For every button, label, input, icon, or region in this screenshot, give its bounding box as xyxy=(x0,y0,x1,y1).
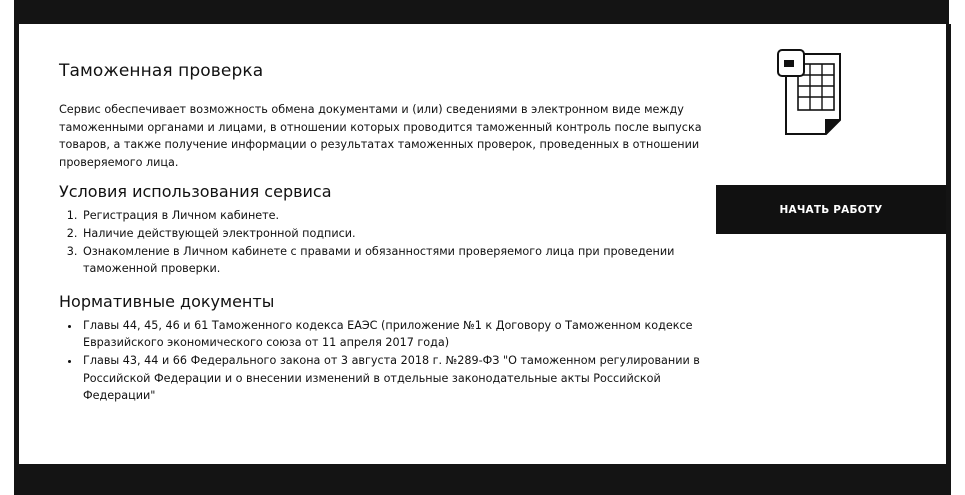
list-item: • Главы 44, 45, 46 и 61 Таможенного кодекса ЕАЭС (приложение №1 к Договору о Таможенном кодексе Евразийского экономического союза от 11 апреля 2017 года) xyxy=(81,317,709,352)
regulations-list xyxy=(59,317,709,405)
list-item: 2. Наличие действующей электронной подписи. xyxy=(81,225,709,243)
list-item: 3. Ознакомление в Личном кабинете с правами и обязанностями проверяемого лица при проведении таможенной проверки. xyxy=(81,243,709,278)
service-description: Сервис обеспечивает возможность обмена документами и (или) сведениями в электронном виде между таможенными органами и лицами, в отношении которых проводится таможенный контроль после выпуска товаров, а также получение информации о результатах таможенных проверок, проведенных в отношении проверяемого лица. xyxy=(59,103,702,169)
regulations-heading: Нормативные документы xyxy=(59,291,275,311)
left-border xyxy=(14,24,19,495)
service-content xyxy=(59,40,709,405)
conditions-heading: Условия использования сервиса xyxy=(59,182,332,202)
conditions-list xyxy=(59,207,709,277)
list-item: 1. Регистрация в Личном кабинете. xyxy=(81,207,709,225)
list-item: • Главы 43, 44 и 66 Федерального закона от 3 августа 2018 г. №289-ФЗ "О таможенном регулировании в Российской Федерации и о внесении изменений в отдельные законодательные акты Российской Федерации" xyxy=(81,352,709,405)
bottom-bar xyxy=(14,464,951,495)
top-bar xyxy=(14,0,949,24)
right-border xyxy=(946,24,951,495)
start-work-button[interactable]: НАЧАТЬ РАБОТУ xyxy=(716,185,946,234)
document-table-icon xyxy=(768,46,848,138)
page-title: Таможенная проверка xyxy=(59,61,264,81)
